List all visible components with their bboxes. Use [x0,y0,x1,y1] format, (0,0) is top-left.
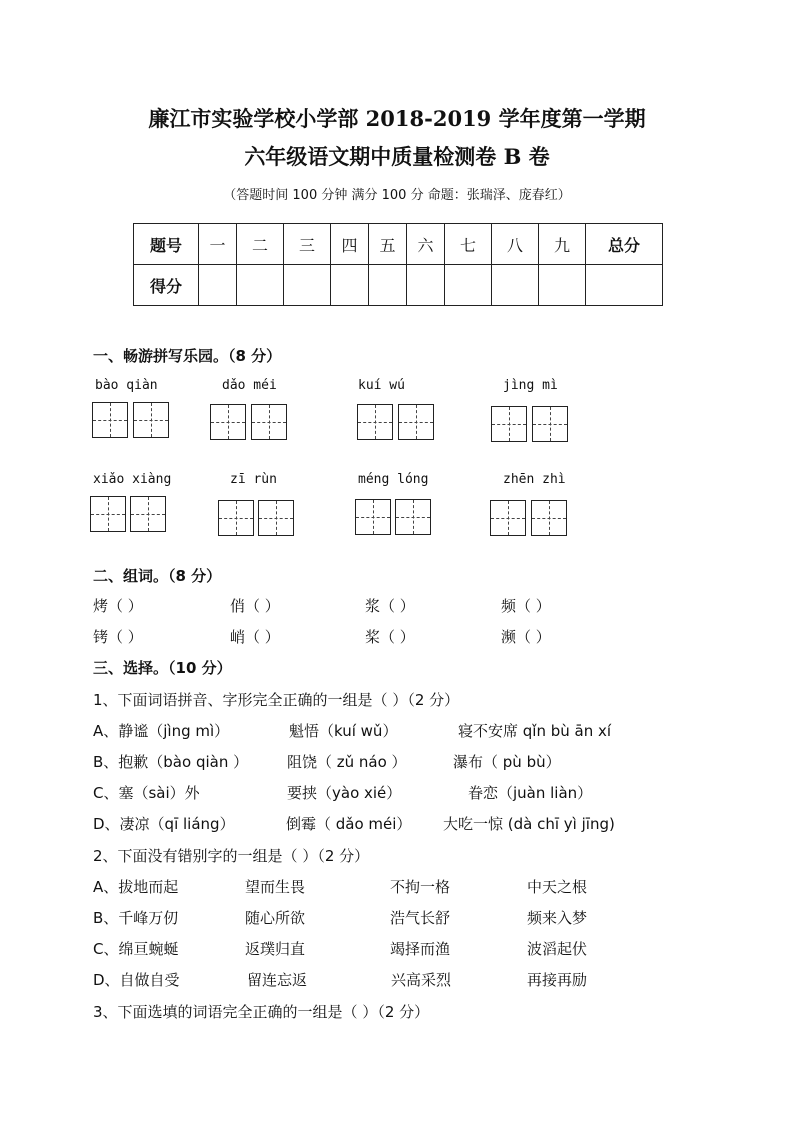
writing-grid-box[interactable] [491,406,527,442]
option-a-word2: 魁悟（kuí wǔ） [289,722,398,740]
option-b[interactable]: B、千峰万仞 [93,909,179,927]
option-a[interactable]: A、拔地而起 [93,878,179,896]
word-group-item[interactable]: 峭（ ） [230,628,280,646]
option-c-word3: 竭择而渔 [390,940,451,958]
score-input-cell[interactable] [407,265,445,306]
score-table [133,223,663,306]
writing-grid-box[interactable] [355,499,391,535]
writing-grid-box[interactable] [92,402,128,438]
pinyin-label: dǎo méi [222,378,277,393]
score-cell: 四 [331,224,369,265]
pinyin-label: jìng mì [503,378,558,393]
question-3: 3、下面选填的词语完全正确的一组是（ ）（2 分） [93,1003,430,1021]
option-a[interactable]: A、静谧（jìng mì） [93,722,230,740]
word-group-item[interactable]: 桨（ ） [365,628,415,646]
score-table-score-row [134,265,663,306]
score-label: 得分 [134,265,199,306]
option-c-word4: 波滔起伏 [527,940,588,958]
option-a-word3: 不拘一格 [390,878,451,896]
option-b-word2: 随心所欲 [245,909,306,927]
score-cell: 总分 [586,224,663,265]
pinyin-label: méng lóng [358,472,429,487]
score-input-cell[interactable] [199,265,237,306]
score-input-cell[interactable] [284,265,331,306]
exam-info: （答题时间 100 分钟 满分 100 分 命题：张瑞泽、庞春红） [223,188,571,203]
pinyin-label: kuí wú [358,378,405,393]
option-c-word3: 眷恋（juàn liàn） [468,784,593,802]
option-d-word2: 留连忘返 [247,971,308,989]
score-input-cell[interactable] [539,265,586,306]
option-a-word4: 中天之根 [527,878,588,896]
question-2: 2、下面没有错别字的一组是（ ）（2 分） [93,847,370,865]
option-a-word3: 寝不安席 qǐn bù ān xí [458,722,612,740]
score-cell: 六 [407,224,445,265]
word-group-item[interactable]: 俏（ ） [230,597,280,615]
exam-title-line1: 廉江市实验学校小学部 2018-2019 学年度第一学期 [148,106,646,131]
writing-grid-box[interactable] [531,500,567,536]
word-group-item[interactable]: 烤（ ） [93,597,143,615]
score-cell: 二 [237,224,284,265]
writing-grid-box[interactable] [218,500,254,536]
writing-grid-box[interactable] [130,496,166,532]
pinyin-label: zhēn zhì [503,472,566,487]
option-c[interactable]: C、绵亘蜿蜒 [93,940,179,958]
option-b-word2: 阻饶（ zǔ náo ） [287,753,407,771]
score-input-cell[interactable] [586,265,663,306]
score-input-cell[interactable] [492,265,539,306]
writing-grid-box[interactable] [532,406,568,442]
score-input-cell[interactable] [331,265,369,306]
writing-grid-box[interactable] [258,500,294,536]
writing-grid-box[interactable] [251,404,287,440]
writing-grid-box[interactable] [210,404,246,440]
option-d-word4: 再接再励 [527,971,588,989]
score-cell: 题号 [134,224,199,265]
option-c[interactable]: C、塞（sài）外 [93,784,200,802]
option-d-word3: 兴高采烈 [391,971,452,989]
word-group-item[interactable]: 铐（ ） [93,628,143,646]
question-1: 1、下面词语拼音、字形完全正确的一组是（ ）（2 分） [93,691,460,709]
option-b-word4: 频来入梦 [527,909,588,927]
writing-grid-box[interactable] [490,500,526,536]
score-table-header-row [134,224,663,265]
score-cell: 三 [284,224,331,265]
writing-grid-box[interactable] [90,496,126,532]
writing-grid-box[interactable] [357,404,393,440]
option-d-word2: 倒霉（ dǎo méi） [286,815,412,833]
option-b-word3: 浩气长舒 [390,909,451,927]
pinyin-label: xiǎo xiàng [93,472,172,487]
score-input-cell[interactable] [237,265,284,306]
score-input-cell[interactable] [369,265,407,306]
option-d[interactable]: D、自做自受 [93,971,180,989]
section3-title: 三、选择。（10 分） [93,659,232,677]
score-cell: 九 [539,224,586,265]
score-input-cell[interactable] [445,265,492,306]
option-c-word2: 要挟（yào xié） [287,784,402,802]
word-group-item[interactable]: 浆（ ） [365,597,415,615]
option-a-word2: 望而生畏 [245,878,306,896]
score-cell: 五 [369,224,407,265]
option-d-word3: 大吃一惊 (dà chī yì jīng) [443,815,615,833]
score-cell: 八 [492,224,539,265]
writing-grid-box[interactable] [395,499,431,535]
option-c-word2: 返璞归直 [245,940,306,958]
option-b[interactable]: B、抱歉（bào qiàn ） [93,753,249,771]
word-group-item[interactable]: 濒（ ） [501,628,551,646]
option-b-word3: 瀑布（ pù bù） [453,753,561,771]
exam-title-line2: 六年级语文期中质量检测卷 B 卷 [244,144,550,169]
writing-grid-box[interactable] [398,404,434,440]
word-group-item[interactable]: 频（ ） [501,597,551,615]
option-d[interactable]: D、凄凉（qī liáng） [93,815,235,833]
pinyin-label: bào qiàn [95,378,158,393]
pinyin-label: zī rùn [230,472,277,487]
section2-title: 二、组词。（8 分） [93,567,222,585]
score-cell: 一 [199,224,237,265]
writing-grid-box[interactable] [133,402,169,438]
section1-title: 一、畅游拼写乐园。（8 分） [93,347,282,365]
score-cell: 七 [445,224,492,265]
